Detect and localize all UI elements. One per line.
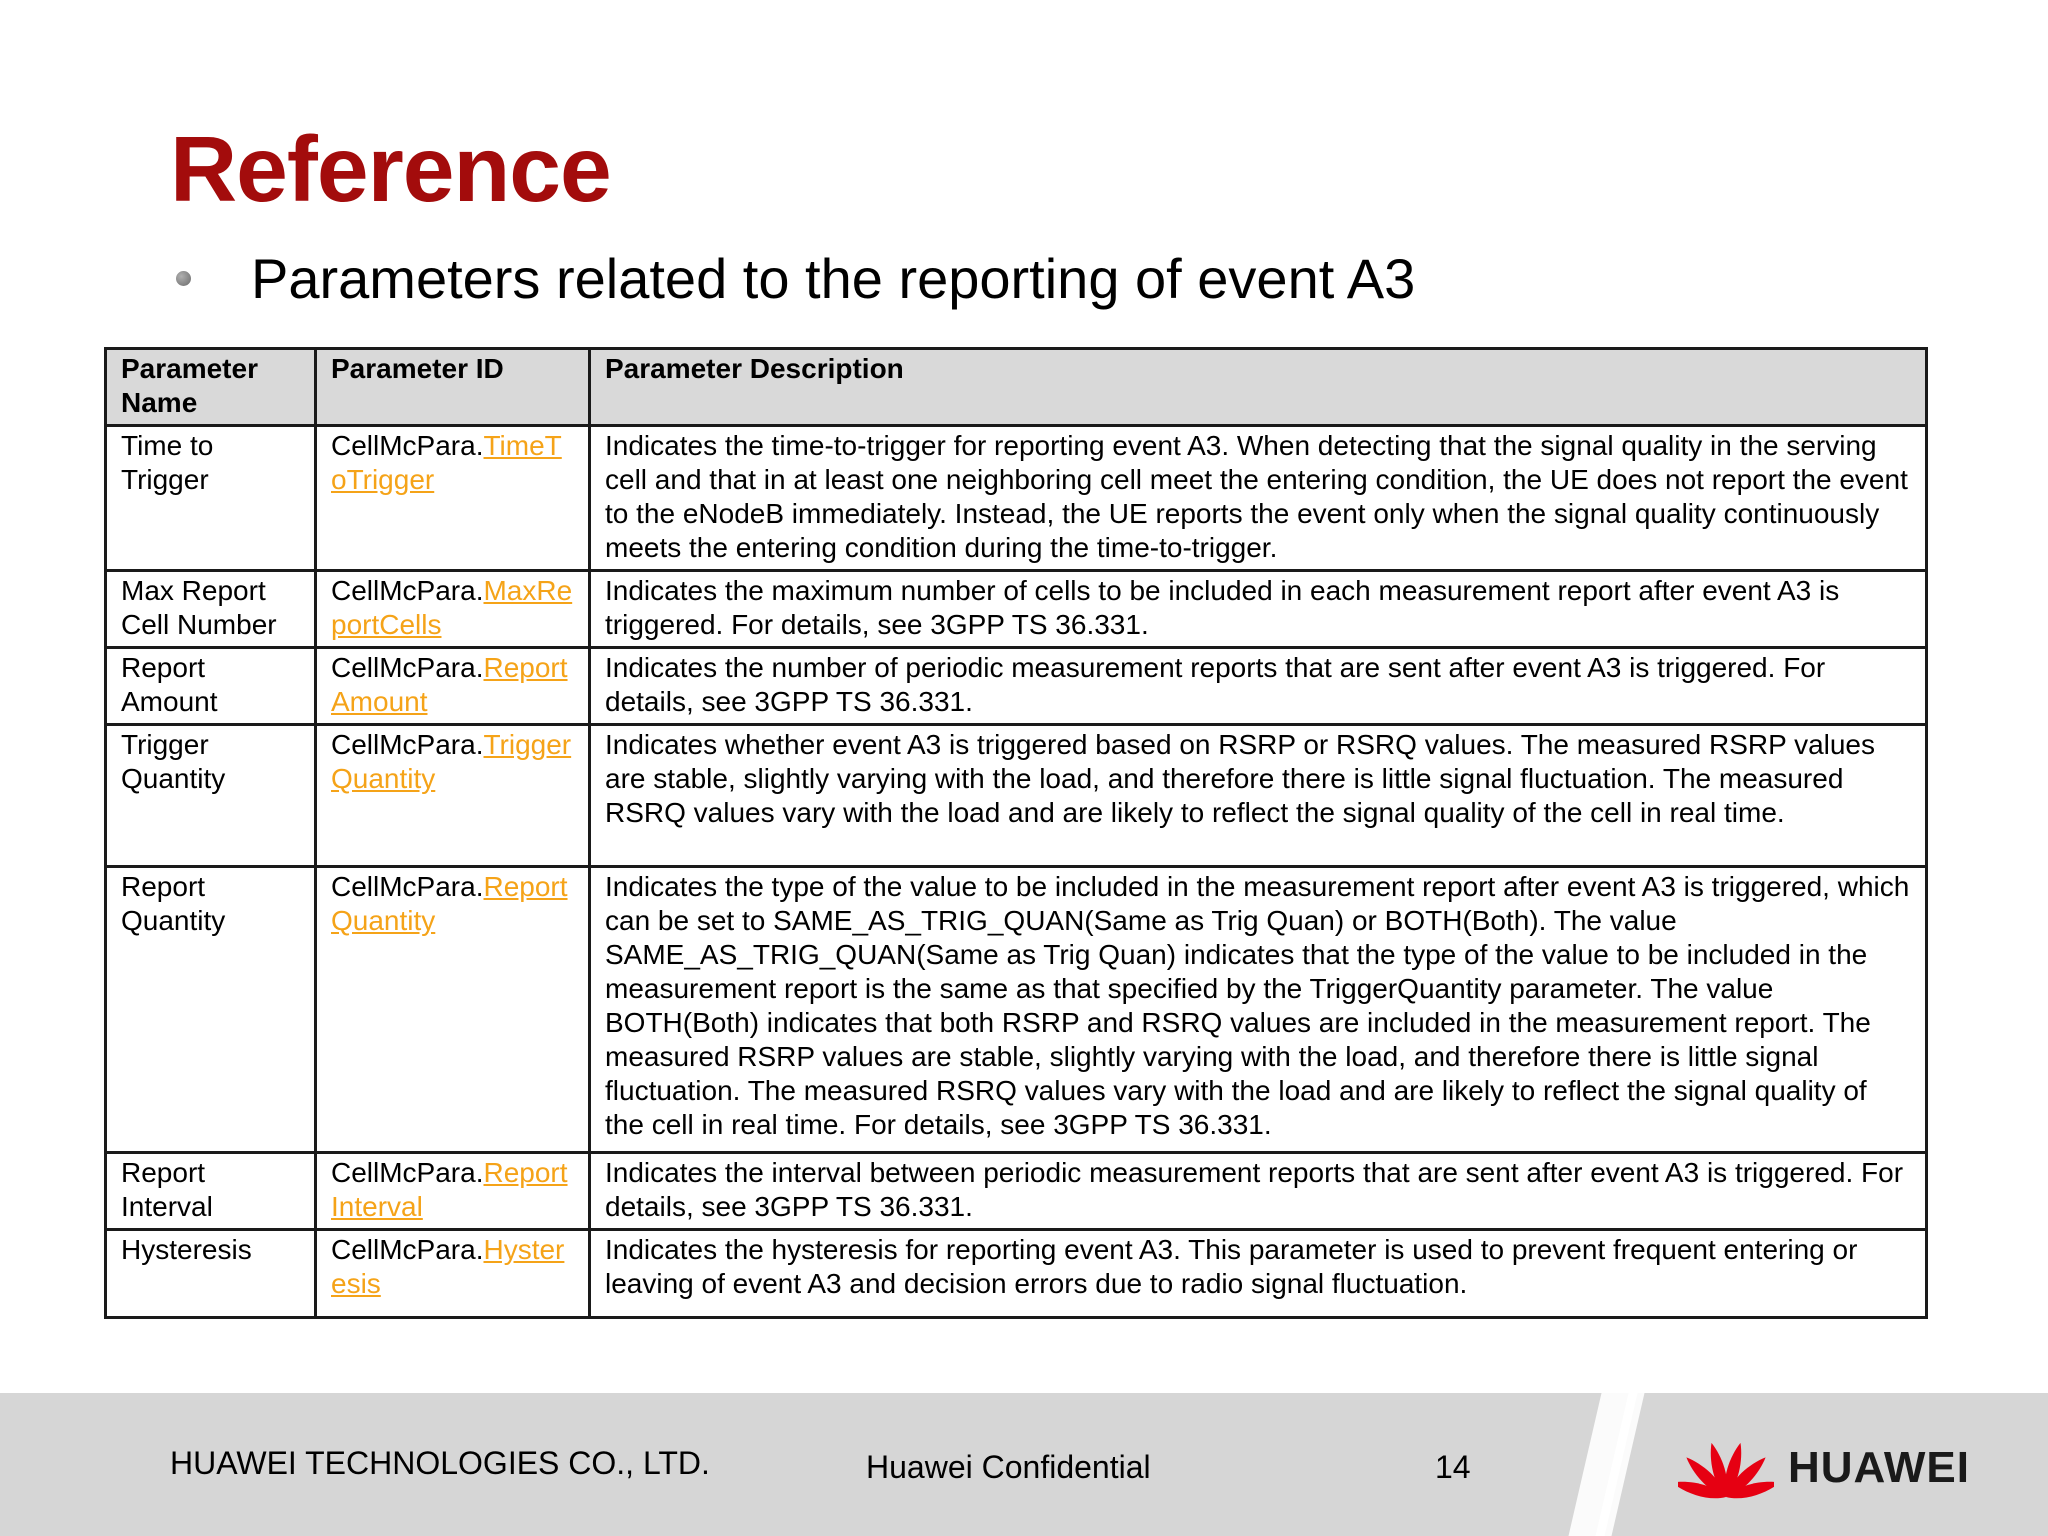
- huawei-logo: [1678, 1433, 1970, 1503]
- param-description-cell: Indicates the number of periodic measurement reports that are sent after event A3 is triggered. For details, see 3GPP TS 36.331.: [590, 648, 1927, 725]
- table-row: [106, 1230, 1927, 1318]
- param-name-cell: Report Amount: [106, 648, 316, 725]
- header-parameter-description: Parameter Description: [590, 349, 1927, 426]
- param-description-cell: Indicates whether event A3 is triggered based on RSRP or RSRQ values. The measured RSRP values are stable, slightly varying with the load, and therefore there is little signal fluctuation. The measured RSRQ values vary with the load and are likely to reflect the signal quality of the cell in real time.: [590, 725, 1927, 867]
- table-header-row: [106, 349, 1927, 426]
- param-id-link[interactable]: ReportQuantity: [331, 871, 568, 936]
- footer-bar: [0, 1393, 2048, 1536]
- param-id-prefix: CellMcPara.: [331, 871, 484, 902]
- footer-confidential-label: Huawei Confidential: [866, 1449, 1151, 1485]
- param-id-cell: [316, 867, 590, 1153]
- param-id-cell: [316, 648, 590, 725]
- param-id-link[interactable]: ReportAmount: [331, 652, 568, 717]
- footer-page-number: 14: [1435, 1449, 1471, 1485]
- slide-title: Reference: [170, 117, 611, 221]
- logo-text: HUAWEI: [1788, 1443, 1970, 1492]
- param-id-prefix: CellMcPara.: [331, 652, 484, 683]
- param-id-prefix: CellMcPara.: [331, 1234, 484, 1265]
- bullet-point: [176, 248, 1415, 310]
- footer-company-name: HUAWEI TECHNOLOGIES CO., LTD.: [170, 1445, 710, 1481]
- bullet-text: Parameters related to the reporting of event A3: [251, 247, 1416, 310]
- param-description-cell: Indicates the interval between periodic measurement reports that are sent after event A3 is triggered. For details, see 3GPP TS 36.331.: [590, 1153, 1927, 1230]
- parameter-table: [104, 347, 1928, 1319]
- param-id-link[interactable]: Hysteresis: [331, 1234, 565, 1299]
- header-parameter-id: Parameter ID: [316, 349, 590, 426]
- param-id-prefix: CellMcPara.: [331, 729, 484, 760]
- table-row: [106, 867, 1927, 1153]
- param-id-cell: [316, 1230, 590, 1318]
- param-id-link[interactable]: ReportInterval: [331, 1157, 568, 1222]
- param-id-link[interactable]: MaxReportCells: [331, 575, 573, 640]
- param-id-cell: [316, 426, 590, 571]
- param-description-cell: Indicates the hysteresis for reporting event A3. This parameter is used to prevent frequent entering or leaving of event A3 and decision errors due to radio signal fluctuation.: [590, 1230, 1927, 1318]
- param-id-cell: [316, 725, 590, 867]
- param-name-cell: Max Report Cell Number: [106, 571, 316, 648]
- param-id-link[interactable]: TriggerQuantity: [331, 729, 572, 794]
- param-id-prefix: CellMcPara.: [331, 430, 484, 461]
- header-parameter-name: Parameter Name: [106, 349, 316, 426]
- param-name-cell: Trigger Quantity: [106, 725, 316, 867]
- table-row: [106, 426, 1927, 571]
- huawei-flower-logo-icon: [1678, 1433, 1774, 1503]
- param-name-cell: Report Quantity: [106, 867, 316, 1153]
- param-id-link[interactable]: TimeToTrigger: [331, 430, 562, 495]
- table-row: [106, 648, 1927, 725]
- param-name-cell: Hysteresis: [106, 1230, 316, 1318]
- param-description-cell: Indicates the type of the value to be included in the measurement report after event A3 is triggered, which can be set to SAME_AS_TRIG_QUAN(Same as Trig Quan) or BOTH(Both). The value SAME_AS_TRIG_QUAN(Same as Trig Quan) indicates that the type of the value to be included in the measurement report is the same as that specified by the TriggerQuantity parameter. The value BOTH(Both) indicates that both RSRP and RSRQ values are included in the measurement report. The measured RSRP values are stable, slightly varying with the load, and therefore there is little signal fluctuation. The measured RSRQ values vary with the load and are likely to reflect the signal quality of the cell in real time. For details, see 3GPP TS 36.331.: [590, 867, 1927, 1153]
- param-id-prefix: CellMcPara.: [331, 575, 484, 606]
- param-id-prefix: CellMcPara.: [331, 1157, 484, 1188]
- param-id-cell: [316, 571, 590, 648]
- table-row: [106, 1153, 1927, 1230]
- table-row: [106, 571, 1927, 648]
- param-name-cell: Time to Trigger: [106, 426, 316, 571]
- param-description-cell: Indicates the time-to-trigger for reporting event A3. When detecting that the signal quality in the serving cell and that in at least one neighboring cell meet the entering condition, the UE does not report the event to the eNodeB immediately. Instead, the UE reports the event only when the signal quality continuously meets the entering condition during the time-to-trigger.: [590, 426, 1927, 571]
- param-name-cell: Report Interval: [106, 1153, 316, 1230]
- param-id-cell: [316, 1153, 590, 1230]
- table-row: [106, 725, 1927, 867]
- bullet-dot-icon: [176, 271, 191, 286]
- param-description-cell: Indicates the maximum number of cells to be included in each measurement report after event A3 is triggered. For details, see 3GPP TS 36.331.: [590, 571, 1927, 648]
